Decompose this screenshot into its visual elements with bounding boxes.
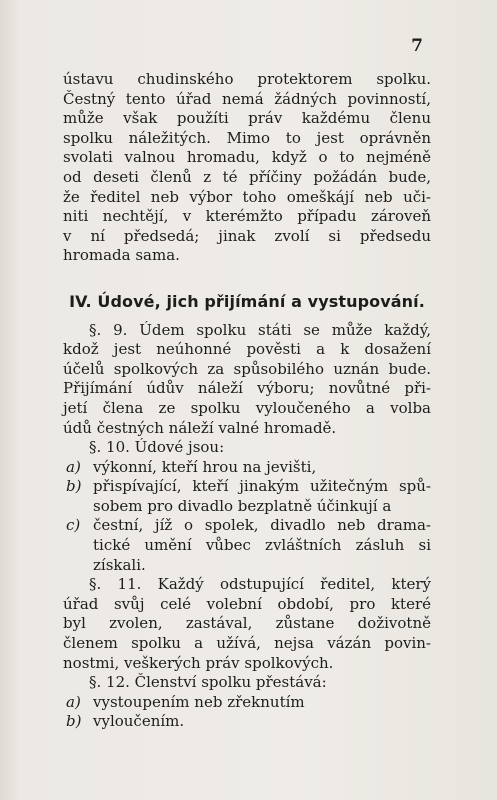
list-item-line: [63, 477, 431, 497]
paragraph-9: [63, 321, 431, 439]
text-line: spolku náležitých. Mimo to jest oprávněn: [63, 128, 431, 147]
text-line: úřad svůj celé volební období, pro které: [63, 594, 431, 613]
list-item-line: [63, 536, 431, 556]
list-item-text: vystoupením neb zřeknutím: [93, 692, 305, 711]
text-line: §. 11. Každý odstupující ředitel, který: [89, 575, 431, 594]
section-heading: IV. Údové, jich přijímání a vystupování.: [69, 291, 425, 311]
paragraph-12-lead: §. 12. Členství spolku přestává:: [89, 673, 327, 692]
paragraph-11: [63, 575, 431, 673]
text-line: svolati valnou hromadu, když o to nejméně: [63, 148, 431, 167]
text-line: Čestný tento úřad nemá žádných povinností,: [63, 89, 431, 108]
text-line: v ní předsedá; jinak zvolí si předsedu: [63, 226, 431, 245]
text-line: ústavu chudinského protektorem spolku.: [63, 70, 431, 88]
list-item-line: [63, 458, 431, 478]
text-line: nostmi, veškerých práv spolkových.: [63, 653, 334, 672]
list-item-line: [63, 693, 431, 713]
text-line: kdož jest neúhonné pověsti a k dosažení: [63, 340, 431, 359]
list-item-text: sobem pro divadlo bezplatně účinkují a: [93, 496, 392, 515]
text-line: niti nechtějí, v kterémžto případu zároveň: [63, 207, 431, 226]
page-number: 7: [411, 36, 423, 56]
page-text: [63, 70, 431, 732]
text-line: že ředitel neb výbor toho omeškájí neb uči-: [63, 187, 431, 206]
text-line: členem spolku a užívá, nejsa vázán povin-: [63, 634, 431, 653]
list-item-line: [63, 712, 431, 732]
list-marker: a): [66, 457, 81, 476]
list-item-text: čestní, jíž o spolek, divadlo neb drama-: [93, 516, 431, 535]
paragraph-10-list: [63, 458, 431, 576]
paragraph-10-lead: §. 10. Údové jsou:: [89, 438, 225, 457]
list-marker: b): [66, 477, 82, 496]
list-item-text: přispívající, kteří jinakým užitečným spů-: [93, 477, 431, 496]
paragraph-presidency: [63, 70, 431, 266]
paragraph-12-list: [63, 693, 431, 732]
text-line: může však použíti práv každému členu: [63, 109, 431, 128]
text-line: účelů spolkových za spůsobilého uznán bude.: [63, 359, 431, 378]
text-line: hromada sama.: [63, 246, 180, 265]
text-line: byl zvolen, zastával, zůstane doživotně: [63, 614, 431, 633]
list-item-line: [63, 516, 431, 536]
list-item-text: získali.: [93, 555, 146, 574]
text-line: od deseti členů z té příčiny požádán bude,: [63, 167, 431, 186]
list-item-line: [63, 556, 431, 576]
list-item-text: tické umění vůbec zvláštních zásluh si: [93, 536, 431, 555]
text-line: §. 9. Údem spolku státi se může každý,: [89, 320, 431, 339]
text-line: jetí člena ze spolku vyloučeného a volba: [63, 398, 431, 417]
text-line: údů čestných náleží valné hromadě.: [63, 418, 337, 437]
text-line: Přijímání údův náleží výboru; novůtné při-: [63, 379, 431, 398]
list-marker: a): [66, 692, 81, 711]
list-item-text: vyloučením.: [93, 712, 185, 731]
list-marker: c): [66, 516, 81, 535]
list-marker: b): [66, 712, 82, 731]
list-item-text: výkonní, kteří hrou na jevišti,: [93, 457, 317, 476]
list-item-line: [63, 497, 431, 517]
